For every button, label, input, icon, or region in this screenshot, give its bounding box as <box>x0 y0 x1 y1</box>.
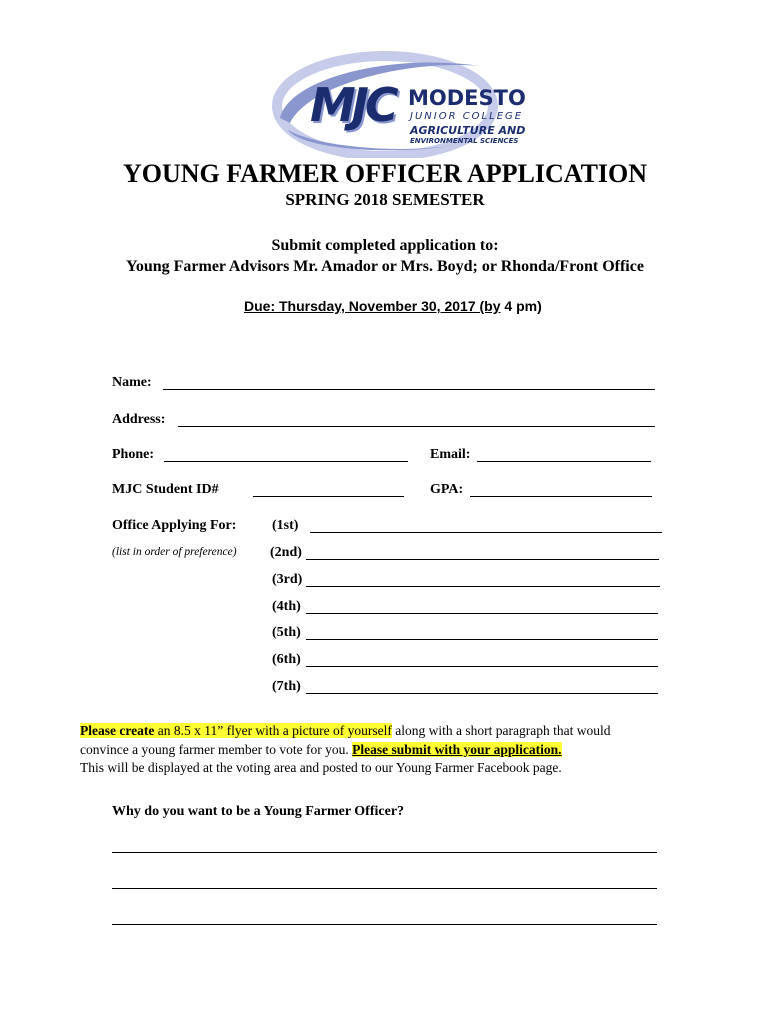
essay-answer-line-1[interactable] <box>112 852 657 853</box>
instructions-line-1 <box>80 722 700 741</box>
instructions-line-2 <box>80 741 700 760</box>
preference-2-field[interactable] <box>306 559 659 560</box>
preference-2-label: (2nd) <box>270 545 302 560</box>
preference-7-field[interactable] <box>306 693 658 694</box>
essay-question: Why do you want to be a Young Farmer Officer? <box>112 804 405 819</box>
instructions-text-1: along with a short paragraph that would <box>391 723 611 738</box>
preference-4-label: (4th) <box>272 599 301 614</box>
instructions-line-3: This will be displayed at the voting area and posted to our Young Farmer Facebook page. <box>80 760 562 775</box>
gpa-label: GPA: <box>430 482 464 497</box>
student-id-label: MJC Student ID# <box>112 482 219 497</box>
logo-mark: MJC <box>310 78 395 132</box>
gpa-field[interactable] <box>470 496 652 497</box>
logo-line-modesto: MODESTO <box>408 86 526 110</box>
instructions-highlight-submit: Please submit with your application. <box>352 741 562 757</box>
office-preference-hint: (list in order of preference) <box>112 546 237 558</box>
address-field[interactable] <box>178 426 655 427</box>
student-id-field[interactable] <box>253 496 404 497</box>
submit-instruction: Submit completed application to: <box>271 237 499 254</box>
name-field[interactable] <box>163 389 655 390</box>
office-applying-label: Office Applying For: <box>112 518 237 533</box>
logo-line-junior-college: JUNIOR COLLEGE <box>410 111 524 122</box>
instructions-highlight-flyer: an 8.5 x 11” flyer with a picture of yourself <box>154 723 392 738</box>
preference-6-label: (6th) <box>272 652 301 667</box>
preference-5-field[interactable] <box>306 639 658 640</box>
email-field[interactable] <box>477 461 651 462</box>
page-title: YOUNG FARMER OFFICER APPLICATION <box>122 159 648 188</box>
preference-7-label: (7th) <box>272 679 301 694</box>
due-date-time: 4 pm) <box>500 298 542 314</box>
logo-line-environmental: ENVIRONMENTAL SCIENCES <box>410 137 519 145</box>
preference-6-field[interactable] <box>306 666 658 667</box>
email-label: Email: <box>430 447 471 462</box>
phone-label: Phone: <box>112 447 154 462</box>
address-label: Address: <box>112 412 166 427</box>
advisors-line <box>0 258 770 276</box>
instructions-highlight-create: Please create <box>80 723 155 738</box>
due-date-underlined: Due: Thursday, November 30, 2017 (by <box>244 298 501 314</box>
essay-answer-line-2[interactable] <box>112 888 657 889</box>
mjc-logo <box>270 48 530 158</box>
essay-answer-line-3[interactable] <box>112 924 657 925</box>
name-label: Name: <box>112 375 152 390</box>
preference-1-label: (1st) <box>272 518 299 533</box>
advisors-text: Young Farmer Advisors Mr. Amador or Mrs. Boyd; or Rhonda/Front Office <box>126 258 644 275</box>
semester-subtitle: SPRING 2018 SEMESTER <box>285 190 485 209</box>
phone-field[interactable] <box>164 461 408 462</box>
preference-1-field[interactable] <box>310 532 662 533</box>
preference-3-field[interactable] <box>306 586 660 587</box>
preference-3-label: (3rd) <box>272 572 303 587</box>
preference-4-field[interactable] <box>306 613 658 614</box>
preference-5-label: (5th) <box>272 625 301 640</box>
due-date <box>244 298 542 314</box>
instructions-text-2: convince a young farmer member to vote for you. <box>80 741 353 757</box>
flyer-instructions <box>80 722 700 778</box>
logo-line-agriculture: AGRICULTURE AND <box>410 124 526 137</box>
